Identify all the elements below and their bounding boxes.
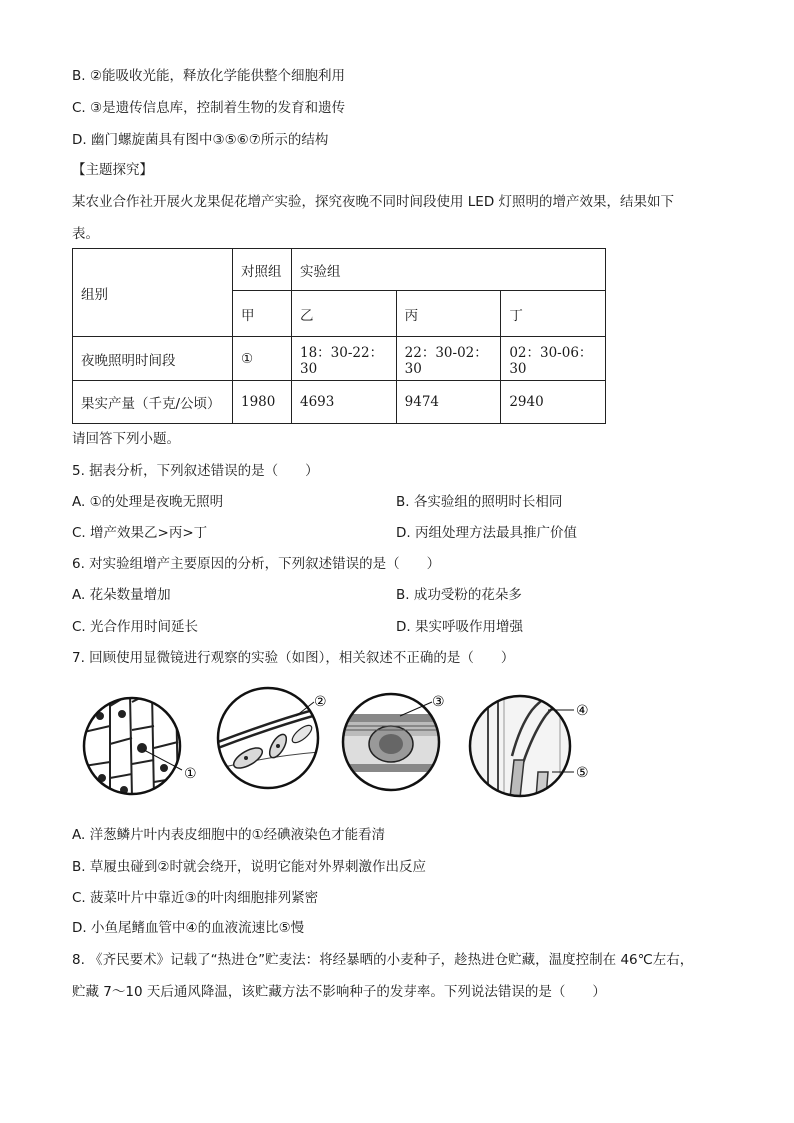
header-control: 对照组 [233,249,292,291]
q6-option-b: B. 成功受粉的花朵多 [396,587,522,603]
q5-stem: 5. 据表分析，下列叙述错误的是（ ） [72,463,319,479]
marker-3: ③ [432,694,445,710]
q7-option-d: D. 小鱼尾鳍血管中④的血液流速比⑤慢 [72,920,305,936]
q5-option-c: C. 增产效果乙>丙>丁 [72,525,208,541]
q7-option-c: C. 菠菜叶片中靠近③的叶肉细胞排列紧密 [72,890,319,906]
microscope-figures-svg [80,686,600,814]
leaf-section-figure [342,694,442,790]
results-table [72,248,606,424]
group-bing: 丙 [396,291,501,337]
paramecium-figure [218,688,320,788]
q7-stem: 7. 回顾使用显微镜进行观察的实验（如图），相关叙述不正确的是（ ） [72,650,515,666]
q8-stem-line1: 8. 《齐民要术》记载了“热进仓”贮麦法：将经暴晒的小麦种子，趁热进仓贮藏，温度控制在 46℃左右， [72,952,694,968]
header-group-label: 组别 [73,249,233,337]
row-label-time: 夜晚照明时间段 [73,337,233,381]
q6-option-c: C. 光合作用时间延长 [72,619,199,635]
onion-cells-figure [84,690,182,798]
group-ding: 丁 [501,291,606,337]
group-jia: 甲 [233,291,292,337]
q4-option-c: C. ③是遗传信息库，控制着生物的发育和遗传 [72,100,346,116]
marker-4: ④ [576,703,589,719]
cell-time-ding: 02：30-06：30 [501,337,606,381]
group-yi: 乙 [292,291,397,337]
prompt: 请回答下列小题。 [72,431,180,447]
cell-time-jia: ① [233,337,292,381]
marker-1: ① [184,766,197,782]
cell-yield-ding: 2940 [501,381,606,424]
section-intro-line2: 表。 [72,226,99,242]
row-label-yield: 果实产量（千克/公顷） [73,381,233,424]
marker-2: ② [314,694,327,710]
q4-option-d: D. 幽门螺旋菌具有图中③⑤⑥⑦所示的结构 [72,132,329,148]
q5-option-d: D. 丙组处理方法最具推广价值 [396,525,577,541]
header-experiment: 实验组 [292,249,606,291]
q6-stem: 6. 对实验组增产主要原因的分析，下列叙述错误的是（ ） [72,556,441,572]
fish-tail-figure [470,686,574,806]
q7-option-b: B. 草履虫碰到②时就会绕开，说明它能对外界刺激作出反应 [72,859,426,875]
section-intro-line1: 某农业合作社开展火龙果促花增产实验，探究夜晚不同时间段使用 LED 灯照明的增产效果，结果如下 [72,194,675,210]
cell-yield-yi: 4693 [292,381,397,424]
q6-option-d: D. 果实呼吸作用增强 [396,619,523,635]
cell-yield-bing: 9474 [396,381,501,424]
q4-option-b: B. ②能吸收光能，释放化学能供整个细胞利用 [72,68,345,84]
q7-option-a: A. 洋葱鳞片叶内表皮细胞中的①经碘液染色才能看清 [72,827,386,843]
cell-time-yi: 18：30-22：30 [292,337,397,381]
q5-option-b: B. 各实验组的照明时长相同 [396,494,563,510]
microscope-figures [80,686,600,814]
cell-yield-jia: 1980 [233,381,292,424]
section-heading: 【主题探究】 [72,162,153,178]
q6-option-a: A. 花朵数量增加 [72,587,171,603]
q5-option-a: A. ①的处理是夜晚无照明 [72,494,224,510]
q8-stem-line2: 贮藏 7～10 天后通风降温，该贮藏方法不影响种子的发芽率。下列说法错误的是（ ） [72,984,606,1000]
marker-5: ⑤ [576,765,589,781]
cell-time-bing: 22：30-02：30 [396,337,501,381]
